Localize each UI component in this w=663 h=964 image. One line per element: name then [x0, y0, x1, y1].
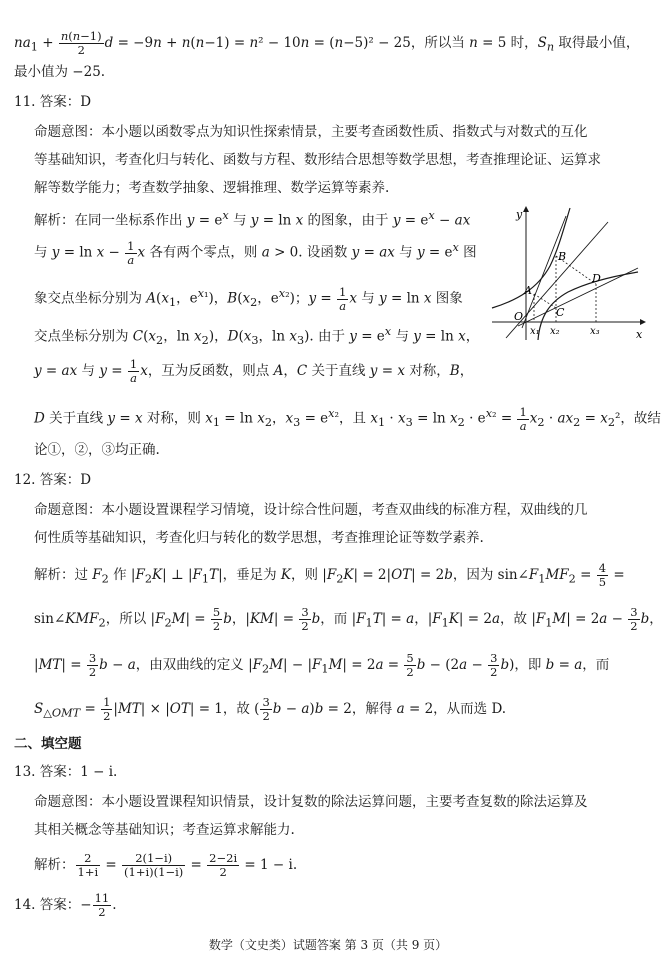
text-line: 象交点坐标分别为 $A(x_1$，$e^{x_1}$)，$B(x_2$，$e^{x_2}$)；y = $\frac{1}{a}$ x 与 y = ln x 图象 — [34, 284, 463, 313]
q11-answer: 11. 答案：D — [14, 94, 92, 110]
x3-tick-label: x₃ — [590, 326, 600, 337]
text-line: 与 y = ln x − $\frac{1}{a}$ x 各有两个零点，则 a > 0. 设函数 y = ax 与 $y = e^x$ 图 — [34, 238, 477, 267]
point-d-label: D — [592, 272, 601, 285]
function-graph-figure — [488, 204, 648, 344]
text-line: 解析： $\frac{2}{1+i}$ = $\frac{2(1-i)}{(1+i)(1-i)}$ = $\frac{2-2i}{2}$ = 1 − i. — [34, 851, 298, 879]
text-line: $S_{\triangle OMT}$ = $\frac{1}{2}$ |MT| × |OT| = 1，故 ( $\frac{3}{2}$ b − a)b = 2，解得 a = 2，从而选 D. — [34, 695, 507, 723]
q12-answer: 12. 答案：D — [14, 472, 92, 488]
section-heading: 二、填空题 — [14, 736, 82, 752]
text-line: 解析：在同一坐标系作出 $y = e^x$ 与 y = ln x 的图象，由于 $y = e^x$ − ax — [34, 209, 471, 229]
x-axis-label: x — [636, 328, 643, 341]
guide-ac — [534, 294, 556, 308]
q10-solution-line: $na_1$ + $\frac{n(n-1)}{2}$ d = −9n + n(n−1) = n² − 10n = (n−5)² − 25，所以当 n = 5 时，$S_n$ 取得最小值， — [14, 29, 640, 57]
text-line: |MT| = $\frac{3}{2}$ b − a，由双曲线的定义 $|F_2M| - |F_1M| = 2a$ = $\frac{5}{2}$ b − (2a − $\frac{3}{2}$ b)，即 b = a，而 — [34, 651, 610, 679]
line-y-x-over-a — [518, 268, 638, 326]
text-line: 论①，②，③均正确. — [34, 442, 160, 458]
text-line: y = ax 与 y = $\frac{1}{a}$ x，互为反函数，则点 A，C 关于直线 y = x 对称，B， — [34, 357, 474, 385]
text-line: D 关于直线 y = x 对称，则 $x_1 = \ln x_2$，$x_3 = e^{x_2}$，且 $x_1 \cdot x_3 = \ln x_2 \cdot e^{x_2}$ = $\frac{1}{a}$ $x_2 \cdot ax_2 = x_2^2$，故结 — [34, 404, 661, 433]
x-axis-arrow — [640, 319, 646, 325]
x1-tick-label: x₁ — [530, 326, 540, 337]
page-footer: 数学（文史类）试题答案 第 3 页（共 9 页） — [208, 938, 448, 952]
point-a-label: A — [524, 284, 532, 297]
text-line: 解析：过 $F_2$ 作 $|F_2K|$ ⊥ $|F_1T|$，垂足为 K，则 $|F_2K| = 2|OT| = 2b$，因为 $\sin\angle F_1MF_2$ = $\frac{4}{5}$ = — [34, 561, 625, 589]
point-c-label: C — [556, 306, 565, 319]
y-axis-label: y — [516, 208, 523, 221]
y-axis-arrow — [523, 206, 529, 212]
point-b-label: B — [558, 250, 567, 263]
q14-answer: 14. 答案：− $\frac{11}{2}$ . — [14, 891, 117, 919]
text-line: 其相关概念等基础知识；考查运算求解能力. — [34, 822, 295, 838]
origin-label: O — [514, 310, 524, 323]
q13-answer: 13. 答案：1 − i. — [14, 764, 118, 780]
text-line: 等基础知识，考查化归与转化、函数与方程、数形结合思想等数学思想，考查推理论证、运算求 — [34, 152, 601, 168]
x2-tick-label: x₂ — [550, 326, 560, 337]
text-line: 何性质等基础知识，考查化归与转化的数学思想，考查推理论证等数学素养. — [34, 530, 484, 546]
text-line: 解等数学能力；考查数学抽象、逻辑推理、数学运算等素养. — [34, 180, 390, 196]
text-line: 命题意图：本小题设置课程学习情境，设计综合性问题，考查双曲线的标准方程，双曲线的几 — [34, 502, 588, 518]
text-line: 交点坐标分别为 $C(x_2$，$\ln x_2$)，$D(x_3$，$\ln x_3$). 由于 $y = e^x$ 与 y = ln x， — [34, 325, 480, 348]
text-line: 命题意图：本小题以函数零点为知识性探索情景，主要考查函数性质、指数式与对数式的互化 — [34, 124, 588, 140]
text-line: $\sin\angle KMF_2$，所以 $|F_2M|$ = $\frac{5}{2}$ b，|KM| = $\frac{3}{2}$ b，而 $|F_1T| = a$，$|F_1K| = 2a$，故 $|F_1M| = 2a$ − $\frac{3}{2}$ b， — [34, 605, 663, 633]
text-line: 最小值为 −25. — [14, 64, 106, 80]
text-line: 命题意图：本小题设置课程知识情景，设计复数的除法运算问题，主要考查复数的除法运算及 — [34, 794, 588, 810]
